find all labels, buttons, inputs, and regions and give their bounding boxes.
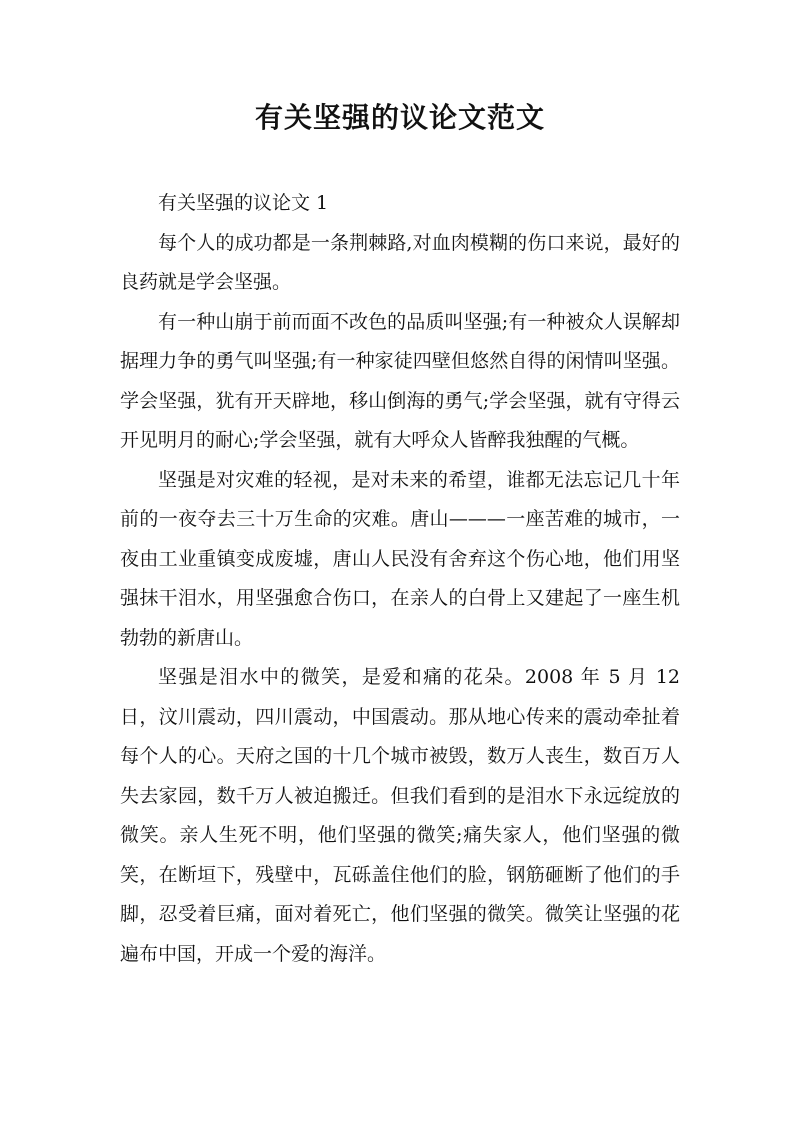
- paragraph-2: 有一种山崩于前而面不改色的品质叫坚强;有一种被众人误解却据理力争的勇气叫坚强;有一种家徒四壁但悠然自得的闲情叫坚强。学会坚强，犹有开天辟地，移山倒海的勇气;学会坚强，就有守得云开见明月的耐心;学会坚强，就有大呼众人皆醉我独醒的气概。: [120, 310, 680, 451]
- paragraph-1: 每个人的成功都是一条荆棘路,对血肉模糊的伤口来说，最好的良药就是学会坚强。: [120, 231, 680, 293]
- section-heading: 有关坚强的议论文 1: [158, 192, 329, 214]
- paragraph-3: 坚强是对灾难的轻视，是对未来的希望，谁都无法忘记几十年前的一夜夺去三十万生命的灾难。唐山———一座苦难的城市，一夜由工业重镇变成废墟，唐山人民没有舍弃这个伤心地，他们用坚强抹干泪水，用坚强愈合伤口，在亲人的白骨上又建起了一座生机勃勃的新唐山。: [120, 468, 680, 649]
- paragraph-4: 坚强是泪水中的微笑，是爱和痛的花朵。2008 年 5 月 12 日，汶川震动，四川震动，中国震动。那从地心传来的震动牵扯着每个人的心。天府之国的十几个城市被毁，数万人丧生，数百万人失去家园，数千万人被迫搬迁。但我们看到的是泪水下永远绽放的微笑。亲人生死不明，他们坚强的微笑;痛失家人，他们坚强的微笑，在断垣下，残壁中，瓦砾盖住他们的脸，钢筋砸断了他们的手脚，忍受着巨痛，面对着死亡，他们坚强的微笑。微笑让坚强的花遍布中国，开成一个爱的海洋。: [120, 666, 680, 965]
- document-body: [120, 184, 680, 974]
- document-title: 有关坚强的议论文范文: [254, 101, 545, 134]
